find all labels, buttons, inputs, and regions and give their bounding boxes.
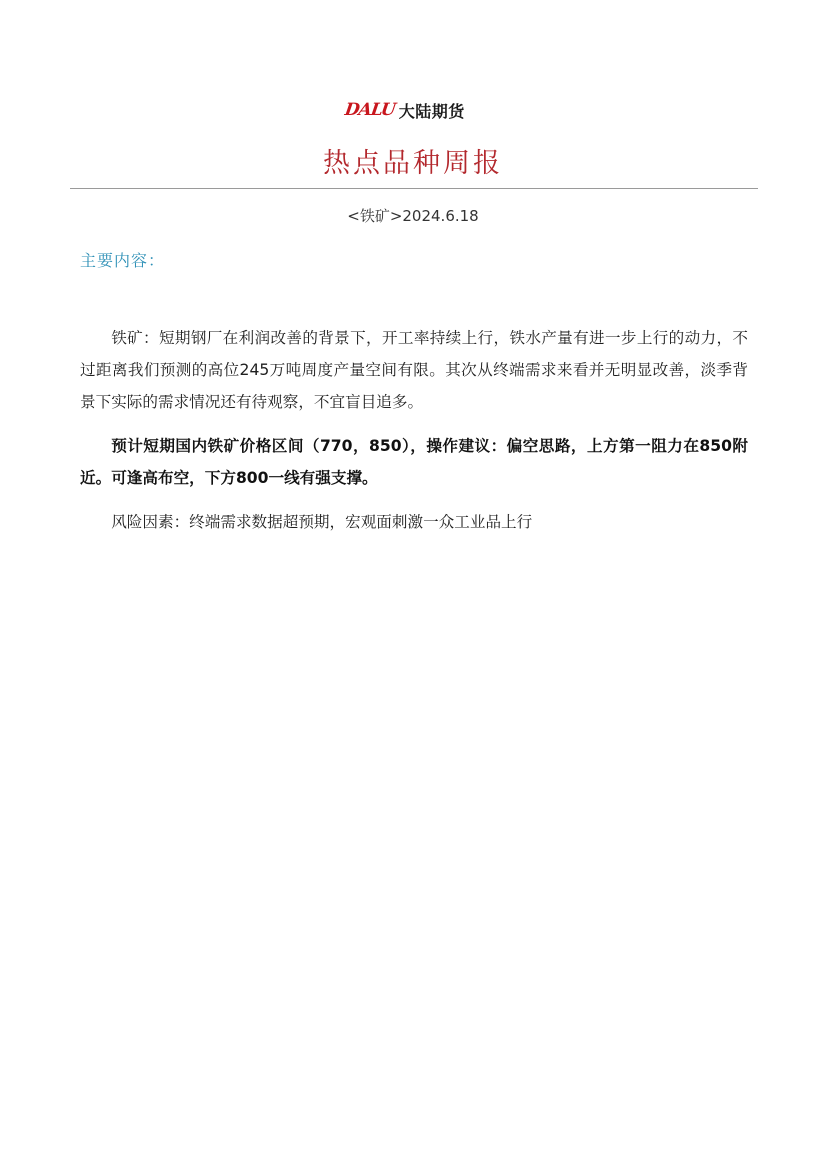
company-logo	[345, 99, 465, 121]
report-body	[80, 322, 748, 538]
summary-paragraph: 铁矿：短期钢厂在利润改善的背景下，开工率持续上行，铁水产量有进一步上行的动力，不过距离我们预测的高位245万吨周度产量空间有限。其次从终端需求来看并无明显改善，淡季背景下实际的需求情况还有待观察，不宜盲目追多。	[80, 329, 748, 411]
logo-mark: DALU	[343, 100, 397, 120]
logo-text: 大陆期货	[398, 101, 465, 121]
title-divider	[70, 188, 758, 189]
section-heading-main-content: 主要内容：	[80, 251, 166, 270]
risk-paragraph: 风险因素：终端需求数据超预期，宏观面刺激一众工业品上行	[111, 513, 533, 531]
report-title: 热点品种周报	[323, 148, 503, 179]
forecast-paragraph: 预计短期国内铁矿价格区间（770，850），操作建议：偏空思路，上方第一阻力在850附近。可逢高布空，下方800一线有强支撑。	[80, 437, 748, 487]
report-subtitle: <铁矿>2024.6.18	[347, 207, 479, 225]
